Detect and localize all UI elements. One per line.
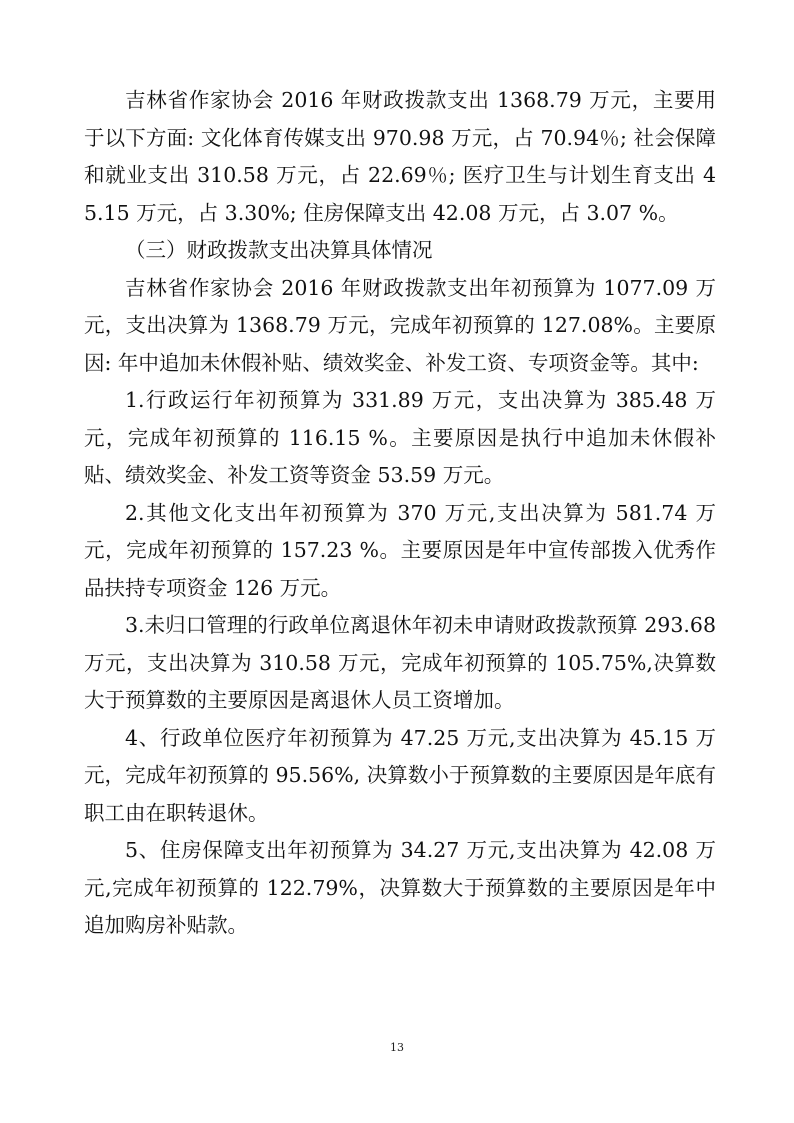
page-number: 13 — [390, 1041, 404, 1054]
paragraph-item-4: 4、行政单位医疗年初预算为 47.25 万元,支出决算为 45.15 万元，完成年初预算的 95.56%, 决算数小于预算数的主要原因是年底有职工由在职转退休。 — [84, 725, 716, 825]
paragraph-overview: 吉林省作家协会 2016 年财政拨款支出年初预算为 1077.09 万元，支出决算为 1368.79 万元，完成年初预算的 127.08%。主要原因: 年中追加未休假补贴、绩效奖金、补发工资、专项资金等。其中: — [84, 275, 716, 375]
document-body — [84, 82, 716, 945]
paragraph-item-5: 5、住房保障支出年初预算为 34.27 万元,支出决算为 42.08 万元,完成年初预算的 122.79%，决算数大于预算数的主要原因是年中追加购房补贴款。 — [84, 838, 716, 937]
section-heading: （三）财政拨款支出决算具体情况 — [125, 238, 433, 262]
paragraph-item-1: 1.行政运行年初预算为 331.89 万元，支出决算为 385.48 万元，完成年初预算的 116.15 %。主要原因是执行中追加未休假补贴、绩效奖金、补发工资等资金 53.59 万元。 — [84, 388, 716, 487]
paragraph-item-2: 2.其他文化支出年初预算为 370 万元,支出决算为 581.74 万元，完成年初预算的 157.23 %。主要原因是年中宣传部拨入优秀作品扶持专项资金 126 万元。 — [84, 500, 716, 600]
paragraph-item-3: 3.未归口管理的行政单位离退休年初未申请财政拨款预算 293.68 万元，支出决算为 310.58 万元，完成年初预算的 105.75%,决算数大于预算数的主要原因是离退休人员工资增加。 — [84, 613, 716, 712]
paragraph-summary: 吉林省作家协会 2016 年财政拨款支出 1368.79 万元，主要用于以下方面: 文化体育传媒支出 970.98 万元，占 70.94％; 社会保障和就业支出 310.58 万元，占 22.69％; 医疗卫生与计划生育支出 45.15 万元，占 3.30%; 住房保障支出 42.08 万元，占 3.07 %。 — [84, 88, 716, 225]
